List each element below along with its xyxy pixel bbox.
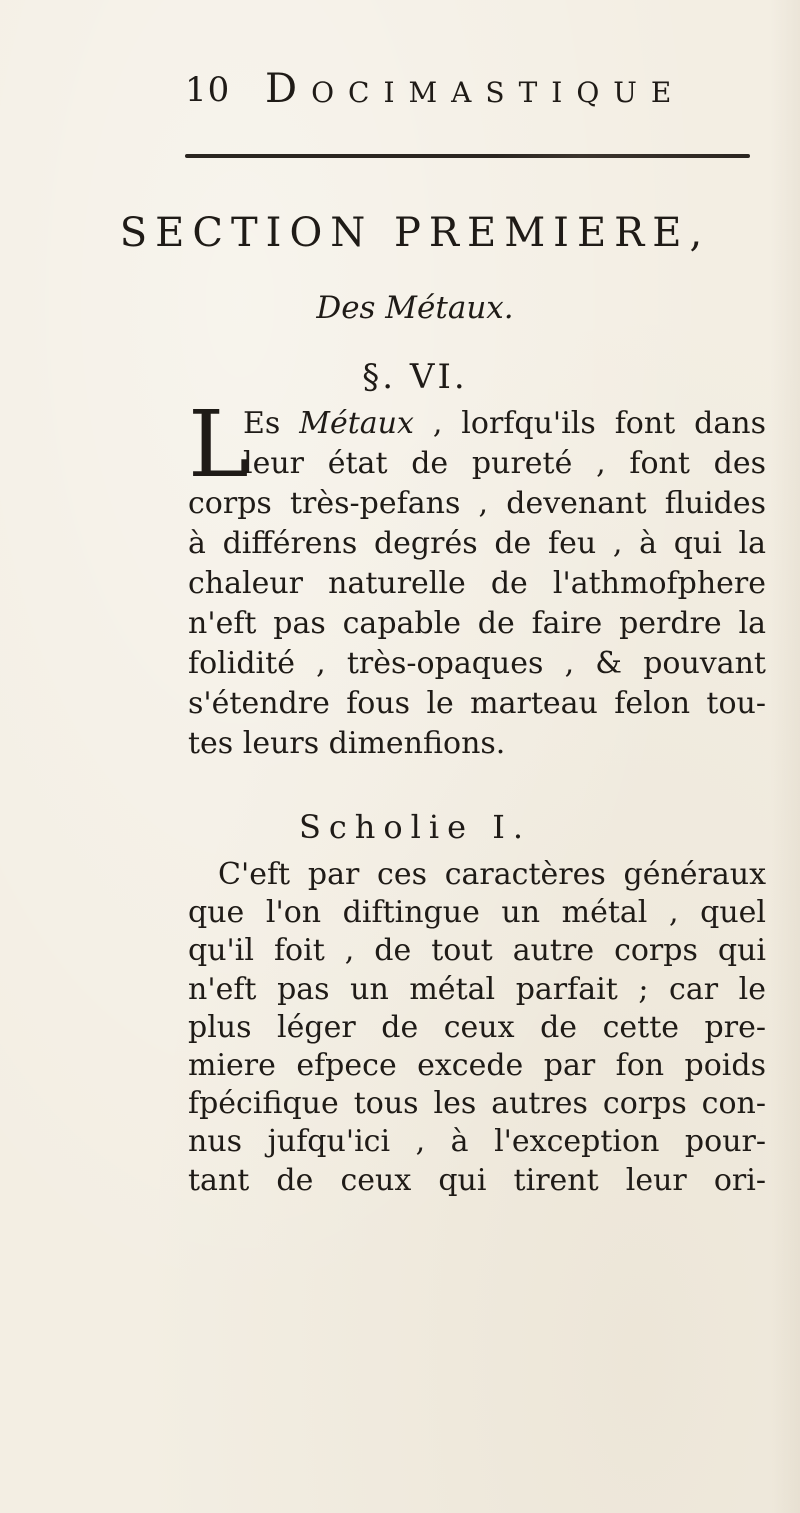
paragraph-line: tant de ceux qui tirent leur ori- — [188, 1162, 766, 1198]
paragraph-line: leur état de pureté , font des — [243, 446, 766, 481]
paragraph-line: C'eft par ces caractères généraux — [218, 857, 766, 892]
paragraph-line: à différens degrés de feu , à qui la — [188, 526, 766, 561]
paragraph-number: §. VI. — [362, 357, 468, 397]
line-end: , lorfqu'ils font dans — [413, 406, 766, 441]
running-head — [185, 66, 705, 120]
paragraph-line: nus jufqu'ici , à l'exception pour- — [188, 1124, 766, 1160]
paragraph-line: qu'il foit , de tout autre corps qui — [188, 933, 766, 969]
paragraph-line: n'eft pas capable de faire perdre la — [188, 606, 766, 641]
section-title: SECTION PREMIERE, — [119, 210, 711, 256]
page-number: 10 — [185, 70, 231, 110]
paragraph-line: n'eft pas un métal parfait ; car le — [188, 971, 766, 1007]
scholie-paragraph — [188, 856, 766, 1200]
paragraph-line: plus léger de ceux de cette pre- — [188, 1009, 766, 1045]
paragraph-line-last: tes leurs dimenfions. — [188, 726, 506, 761]
paragraph-line: miere efpece excede par fon poids — [188, 1047, 766, 1083]
paragraph-line: chaleur naturelle de l'athmofphere — [188, 566, 766, 601]
page-edge-shadow — [770, 0, 800, 1513]
paragraph-line: que l'on diftingue un métal , quel — [188, 895, 766, 931]
paragraph-line: s'étendre fous le marteau felon tou- — [188, 686, 766, 721]
scholie-title: Scholie I. — [298, 808, 532, 846]
paragraph-line — [243, 404, 766, 444]
main-paragraph-body — [188, 484, 766, 764]
paragraph-line: folidité , très-opaques , & pouvant — [188, 646, 766, 681]
header-rule — [185, 154, 750, 158]
section-subtitle: Des Métaux. — [316, 290, 514, 326]
main-paragraph-first-lines — [243, 404, 766, 484]
drop-cap: L — [188, 391, 250, 498]
paragraph-line: fpécifique tous les autres corps con- — [188, 1086, 766, 1122]
line-start: Es — [243, 406, 300, 441]
running-title: Docimastique — [265, 66, 686, 112]
italic-term: Métaux — [299, 406, 414, 441]
paragraph-line: corps très-pefans , devenant fluides — [188, 486, 766, 521]
